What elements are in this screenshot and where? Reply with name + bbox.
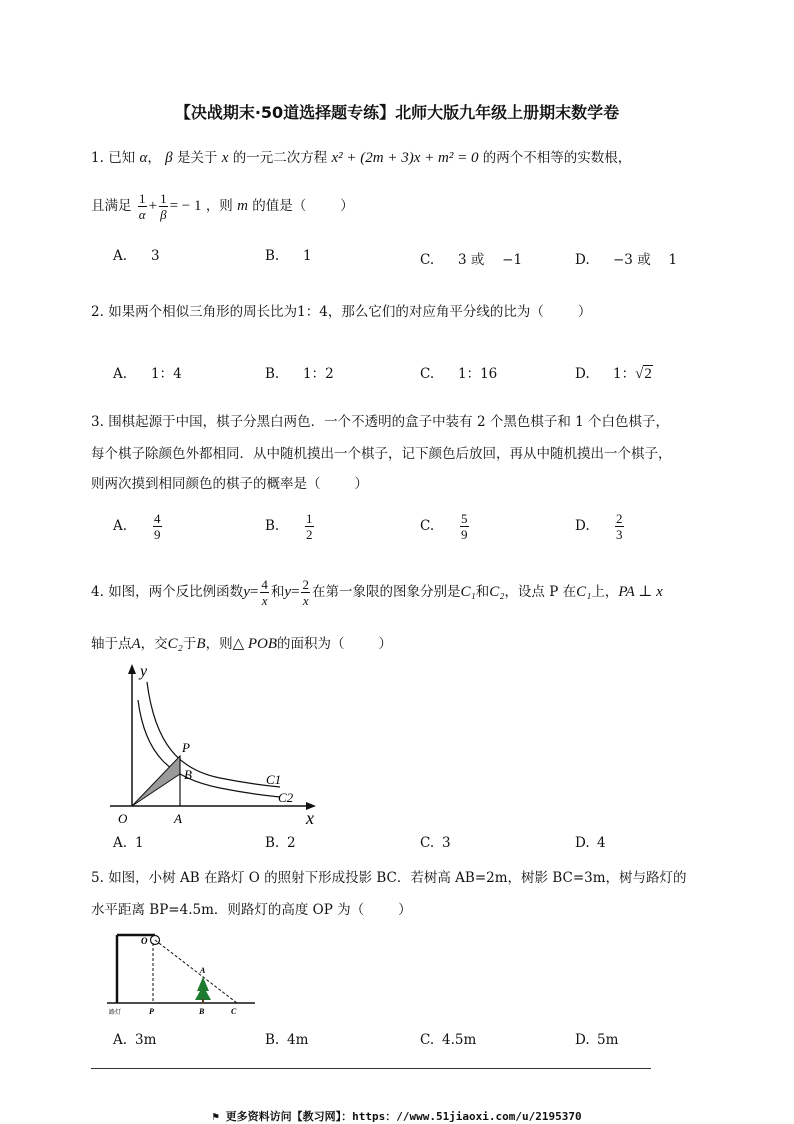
q1-line2: 且满足 $\frac{1}{\alpha}$ + $\frac{1}{\beta}$ = − 1 ，则 m 的值是（ ） (91, 191, 354, 222)
q1-frac-alpha: $\frac{1}{\alpha}$ (138, 191, 146, 222)
footer-rule (91, 1068, 651, 1069)
q4-line1: 4. 如图，两个反比例函数y= $\frac{4}{x}$ 和y= $\frac{2}{x}$ 在第一象限的图象分别是C₁和C₂，设点 P 在C₁上，PA ⊥ x (91, 577, 663, 608)
q1-equation: x² + (2m + 3)x + m² = 0 (331, 150, 479, 166)
footer-link[interactable]: 更多资料访问【教习网】：https：//www.51jiaoxi.com/u/2195370 (225, 1110, 582, 1123)
sqrt-2: √2 (635, 366, 652, 382)
label-c: C (231, 1007, 237, 1016)
q1-frac-beta: $\frac{1}{\beta}$ (160, 191, 167, 222)
label-c2: C2 (278, 790, 294, 805)
y-axis-arrow (128, 664, 136, 674)
label-p: P (182, 740, 190, 755)
label-p: P (149, 1007, 154, 1016)
page-title: 【决战期末·50道选择题专练】北师大版九年级上册期末数学卷 (174, 103, 620, 122)
q5-line1: 5. 如图，小树 AB 在路灯 O 的照射下形成投影 BC．若树高 AB=2m，树影 BC=3m，树与路灯的 (91, 870, 687, 886)
light-ray-oc (155, 940, 237, 1003)
label-a: A (174, 811, 182, 826)
label-b: B (184, 767, 192, 782)
label-y: y (140, 663, 148, 680)
label-x: x (306, 808, 314, 828)
q5-figure (105, 925, 265, 1020)
label-o: O (118, 811, 128, 826)
q4-line2: 轴于点A，交C₂于B，则△ POB的面积为（ ） (91, 636, 393, 652)
q1-line1: 1. 已知 α， β 是关于 x 的一元二次方程 x² + (2m + 3)x + m² = 0 的两个不相等的实数根， (91, 150, 632, 166)
label-o: O (141, 936, 148, 946)
q3-line1: 3. 围棋起源于中国，棋子分黑白两色．一个不透明的盒子中装有 2 个黑色棋子和 1 个白色棋子， (91, 414, 670, 430)
tree-icon (195, 977, 211, 1000)
flag-icon: ⚑ (212, 1110, 219, 1123)
label-b: B (199, 1007, 205, 1016)
label-lamp: 路灯 (109, 1010, 122, 1016)
footer[interactable] (0, 1108, 794, 1124)
q4-figure (100, 660, 330, 830)
triangle-pob (132, 756, 180, 806)
label-c1: C1 (266, 772, 282, 787)
q5-line2: 水平距离 BP=4.5m．则路灯的高度 OP 为（ ） (91, 902, 412, 918)
q3-line2: 每个棋子除颜色外都相同．从中随机摸出一个棋子，记下颜色后放回，再从中随机摸出一个棋子， (91, 446, 672, 462)
label-a: A (200, 966, 206, 975)
q2-line1: 2. 如果两个相似三角形的周长比为1：4，那么它们的对应角平分线的比为（ ） (91, 304, 592, 320)
tree-trunk (202, 999, 204, 1003)
q3-line3: 则两次摸到相同颜色的棋子的概率是（ ） (91, 476, 368, 492)
